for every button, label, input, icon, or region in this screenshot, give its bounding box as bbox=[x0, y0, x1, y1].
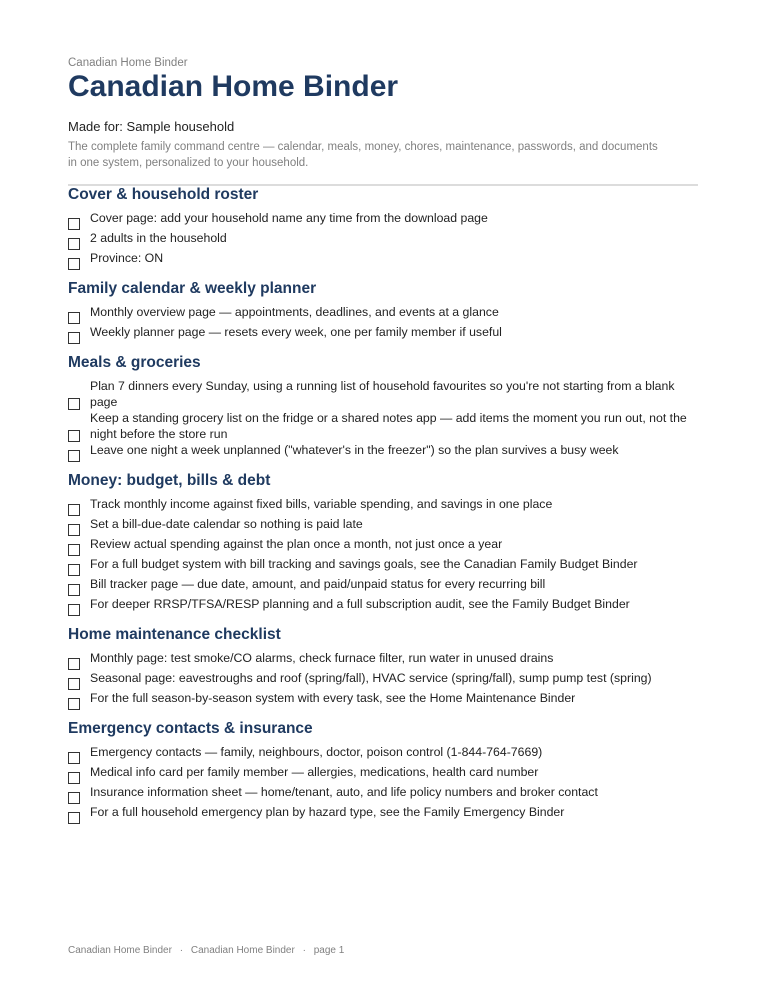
checkbox[interactable] bbox=[68, 332, 80, 344]
checkbox[interactable] bbox=[68, 678, 80, 690]
checklist-sections bbox=[68, 186, 698, 824]
checklist-item-label: Leave one night a week unplanned ("whatever's in the freezer") so the plan survives a busy week bbox=[90, 443, 619, 457]
checkbox[interactable] bbox=[68, 398, 80, 410]
checkbox[interactable] bbox=[68, 238, 80, 250]
checkbox[interactable] bbox=[68, 524, 80, 536]
checkbox[interactable] bbox=[68, 752, 80, 764]
footer-separator: · bbox=[179, 945, 184, 956]
checklist-item bbox=[68, 442, 698, 462]
checklist-item bbox=[68, 556, 698, 576]
checklist-item bbox=[68, 744, 698, 764]
checklist-item-label: Set a bill-due-date calendar so nothing is paid late bbox=[90, 517, 363, 531]
page-title: Canadian Home Binder bbox=[68, 70, 399, 103]
checkbox[interactable] bbox=[68, 698, 80, 710]
checkbox[interactable] bbox=[68, 812, 80, 824]
checklist-section bbox=[68, 720, 698, 824]
checklist-item-label: Insurance information sheet — home/tenant, auto, and life policy numbers and broker contact bbox=[90, 785, 598, 799]
section-title: Family calendar & weekly planner bbox=[68, 280, 317, 297]
checklist-item bbox=[68, 304, 698, 324]
checkbox[interactable] bbox=[68, 604, 80, 616]
checklist-section bbox=[68, 472, 698, 616]
section-title: Home maintenance checklist bbox=[68, 626, 281, 643]
checklist-item-label: Bill tracker page — due date, amount, and paid/unpaid status for every recurring bill bbox=[90, 577, 546, 591]
checklist-item bbox=[68, 536, 698, 556]
footer-separator: · bbox=[302, 945, 306, 956]
checklist-item bbox=[68, 378, 698, 410]
page-footer bbox=[68, 945, 344, 956]
checklist-item bbox=[68, 516, 698, 536]
checklist-item bbox=[68, 690, 698, 710]
checklist-item-label: Keep a standing grocery list on the fridge or a shared notes app — add items the moment you run out, not the night before the store run bbox=[90, 411, 687, 441]
checklist-section bbox=[68, 280, 698, 344]
checklist-item-label: Monthly page: test smoke/CO alarms, check furnace filter, run water in unused drains bbox=[90, 651, 554, 665]
binder-page bbox=[68, 56, 698, 824]
checkbox[interactable] bbox=[68, 544, 80, 556]
checklist-item-label: Track monthly income against fixed bills, variable spending, and savings in one place bbox=[90, 497, 553, 511]
section-title: Cover & household roster bbox=[68, 186, 259, 203]
checklist-item-label: Weekly planner page — resets every week, one per family member if useful bbox=[90, 325, 502, 339]
checklist-item bbox=[68, 576, 698, 596]
checklist-item bbox=[68, 410, 698, 442]
checklist-item bbox=[68, 496, 698, 516]
checklist-item-label: Province: ON bbox=[90, 251, 164, 265]
footer-left: Canadian Home Binder bbox=[68, 945, 172, 956]
made-for-line: Made for: Sample household bbox=[68, 119, 235, 134]
checklist-item bbox=[68, 324, 698, 344]
checklist-item bbox=[68, 250, 698, 270]
checklist-item-label: Medical info card per family member — allergies, medications, health card number bbox=[90, 765, 539, 779]
checklist-item-label: Emergency contacts — family, neighbours, doctor, poison control (1-844-764-7669) bbox=[90, 745, 543, 759]
checklist-item-label: Plan 7 dinners every Sunday, using a running list of household favourites so you're not starting from a blank page bbox=[90, 379, 675, 409]
checkbox[interactable] bbox=[68, 792, 80, 804]
checklist-item-label: For deeper RRSP/TFSA/RESP planning and a full subscription audit, see the Family Budget Binder bbox=[90, 597, 630, 611]
checklist-item-label: For the full season-by-season system with every task, see the Home Maintenance Binder bbox=[90, 691, 576, 705]
checklist-section bbox=[68, 626, 698, 710]
checklist-item bbox=[68, 764, 698, 784]
checklist-section bbox=[68, 186, 698, 270]
checklist-item-label: 2 adults in the household bbox=[90, 231, 227, 245]
checklist-item-label: Review actual spending against the plan once a month, not just once a year bbox=[90, 537, 503, 551]
checklist-item-label: Seasonal page: eavestroughs and roof (spring/fall), HVAC service (spring/fall), sump pump test (spring) bbox=[90, 671, 652, 685]
checklist-item-label: For a full household emergency plan by hazard type, see the Family Emergency Binder bbox=[90, 805, 565, 819]
checklist-item-label: For a full budget system with bill tracking and savings goals, see the Canadian Family Budget Binder bbox=[90, 557, 638, 571]
checklist-item bbox=[68, 230, 698, 250]
checkbox[interactable] bbox=[68, 772, 80, 784]
checklist-item bbox=[68, 670, 698, 690]
checkbox[interactable] bbox=[68, 584, 80, 596]
checklist-item bbox=[68, 784, 698, 804]
eyebrow-label: Canadian Home Binder bbox=[68, 57, 188, 69]
footer-page-number: page 1 bbox=[313, 945, 345, 956]
checklist-item bbox=[68, 804, 698, 824]
checkbox[interactable] bbox=[68, 564, 80, 576]
checkbox[interactable] bbox=[68, 504, 80, 516]
checklist-item bbox=[68, 596, 698, 616]
checklist-item bbox=[68, 210, 698, 230]
section-title: Emergency contacts & insurance bbox=[68, 720, 313, 737]
checklist-item bbox=[68, 650, 698, 670]
checkbox[interactable] bbox=[68, 430, 80, 442]
checklist-item-label: Cover page: add your household name any time from the download page bbox=[90, 211, 488, 225]
checklist-item-label: Monthly overview page — appointments, deadlines, and events at a glance bbox=[90, 305, 499, 319]
section-title: Meals & groceries bbox=[68, 354, 201, 371]
checkbox[interactable] bbox=[68, 258, 80, 270]
section-title: Money: budget, bills & debt bbox=[68, 472, 271, 489]
footer-middle: Canadian Home Binder bbox=[190, 945, 295, 956]
checkbox[interactable] bbox=[68, 312, 80, 324]
checkbox[interactable] bbox=[68, 658, 80, 670]
checkbox[interactable] bbox=[68, 450, 80, 462]
checklist-section bbox=[68, 354, 698, 462]
page-description: The complete family command centre — calendar, meals, money, chores, maintenance, passwords, and documents in one system, personalized to your household. bbox=[68, 141, 658, 169]
checkbox[interactable] bbox=[68, 218, 80, 230]
